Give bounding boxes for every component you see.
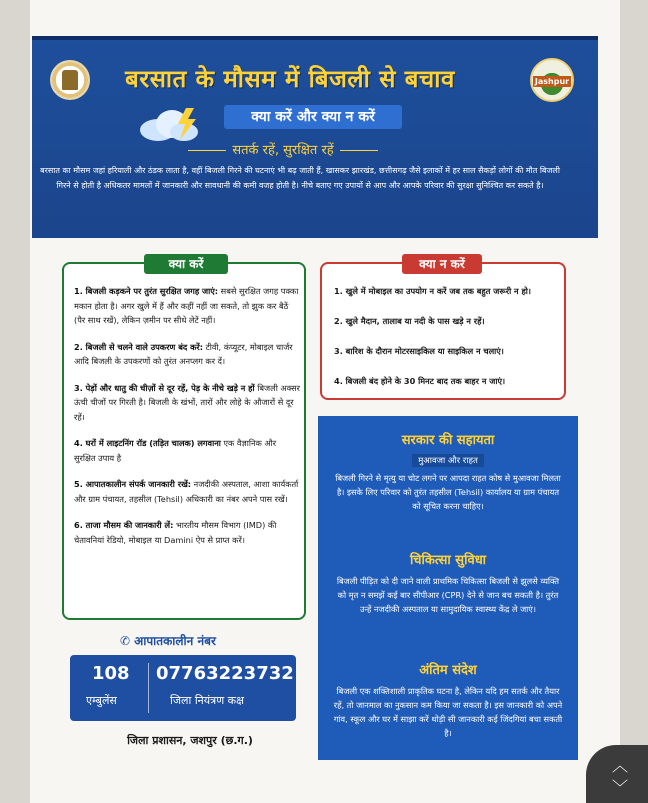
do-item-body: टीवी, कंप्यूटर, मोबाइल चार्जर आदि बिजली के उपकरणों को तुरंत अनप्लग कर दें। xyxy=(74,341,293,366)
medical-text: बिजली पीड़ित को दी जाने वाली प्राथमिक चिकित्सा बिजली से झुलसे व्यक्ति को मृत न समझें कई बार सीपीआर (CPR) देने से जान बच सकती है। तुरंत उन्हें नजदीकी अस्पताल या सामुदायिक स्वास्थ्य केंद्र ले जाएं। xyxy=(336,576,560,614)
do-list xyxy=(74,284,300,559)
chevron-down-icon[interactable]: ﹀ xyxy=(612,778,629,797)
emergency-box xyxy=(70,655,296,721)
scroll-nav-button[interactable] xyxy=(586,745,648,803)
do-item-title: 5. आपातकालीन संपर्क जानकारी रखें: xyxy=(74,479,192,489)
poster-title: बरसात के मौसम में बिजली से बचाव xyxy=(125,65,455,93)
do-item xyxy=(74,477,300,506)
do-item xyxy=(74,381,300,425)
ambulance-label: एम्बुलेंस xyxy=(86,694,117,707)
tagline xyxy=(150,140,416,158)
do-item-body: भारतीय मौसम विभाग (IMD) की चेतावनियां रेडियो, मोबाइल या Damini ऐप से प्राप्त करें। xyxy=(74,520,277,545)
final-message-section xyxy=(318,660,578,740)
storm-cloud-icon xyxy=(136,104,206,144)
dont-item: 2. खुले मैदान, तालाब या नदी के पास खड़े न रहें। xyxy=(334,316,485,326)
header-strip xyxy=(32,36,598,40)
emergency-heading-text: आपातकालीन नंबर xyxy=(134,634,216,648)
dont-list xyxy=(334,284,560,404)
do-item-body: एक वैज्ञानिक और सुरक्षित उपाय है xyxy=(74,438,277,463)
dont-item: 3. बारिश के दौरान मोटरसाइकिल या साइकिल न चलाएं। xyxy=(334,346,504,356)
do-item xyxy=(74,518,300,547)
gov-help-section xyxy=(318,430,578,513)
jashpur-logo-icon xyxy=(530,58,574,102)
do-heading: क्या करें xyxy=(144,254,228,274)
do-item xyxy=(74,436,300,465)
medical-section xyxy=(318,550,578,616)
dont-heading: क्या न करें xyxy=(402,254,482,274)
do-item xyxy=(74,284,300,328)
intro-text: बरसात का मौसम जहां हरियाली और ठंडक लाता है, वहीं बिजली गिरने की घटनाएं भी बढ़ जाती हैं, खासकर झारखंड, छत्तीसगढ़ जैसे इलाकों में हर साल सैकड़ों लोगों की मौत बिजली गिरने से होती है अधिकतर मामलों में जानकारी और सावधानी की कमी वजह होती है। नीचे बताए गए उपायों से आप और आपके परिवार की सुरक्षा सुनिश्चित कर सकते है। xyxy=(40,166,560,190)
dont-item: 4. बिजली बंद होने के 30 मिनट बाद तक बाहर न जाएं। xyxy=(334,376,506,386)
do-card xyxy=(62,257,306,620)
do-item xyxy=(74,340,300,369)
help-panel xyxy=(318,416,578,760)
control-room-number: 07763223732 xyxy=(156,663,294,684)
tagline-text: सतर्क रहें, सुरक्षित रहें xyxy=(232,143,334,158)
gov-help-text: बिजली गिरने से मृत्यु या चोट लगने पर आपदा राहत कोष से मुआवजा मिलता है। इसके लिए परिवार को तुरंत तहसील (Tehsil) कार्यालय या ग्राम पंचायत को सूचित करना चाहिए। xyxy=(335,473,561,511)
subtitle-pill: क्या करें और क्या न करें xyxy=(224,105,402,129)
dont-item: 1. खुले में मोबाइल का उपयोग न करें जब तक बहुत जरूरी न हो। xyxy=(334,286,532,296)
do-item-title: 1. बिजली कड़कने पर तुरंत सुरक्षित जगह जाएं: xyxy=(74,286,219,296)
phone-icon: ✆ xyxy=(120,634,131,648)
control-room-label: जिला नियंत्रण कक्ष xyxy=(170,694,245,707)
do-item-body: सबसे सुरक्षित जगह पक्का मकान होता है। अगर खुले में हैं और कहीं नहीं जा सकते, तो झुक कर बैठें (पैर साथ रखें), लेकिन ज़मीन पर सीधे लेटें नहीं। xyxy=(74,286,299,325)
do-item-title: 2. बिजली से चलने वाले उपकरण बंद करें: xyxy=(74,341,203,352)
chevron-up-icon[interactable]: ︿ xyxy=(612,756,629,775)
gov-help-title: सरकार की सहायता xyxy=(401,433,495,448)
final-message-text: बिजली एक शक्तिशाली प्राकृतिक घटना है, लेकिन यदि हम सतर्क और तैयार रहें, तो जानमाल का नुकसान कम किया जा सकता है। इस जानकारी को अपने गांव, स्कूल और घर में साझा करें थोड़ी सी जानकारी कई जिंदगियां बचा सकती है। xyxy=(333,686,563,738)
do-item-body: नजदीकी अस्पताल, आशा कार्यकर्ता और ग्राम पंचायत, तहसील (Tehsil) अधिकारी का नंबर अपने पास रखें। xyxy=(74,479,299,504)
do-item-title: 3. पेड़ों और धातु की चीज़ों से दूर रहें, पेड़ के नीचे खड़े न हों xyxy=(74,382,255,393)
dont-card xyxy=(320,257,566,400)
gov-help-tag: मुआवजा और राहत xyxy=(412,454,484,467)
do-item-body: बिजली अक्सर ऊंची चीजों पर गिरती है। बिजली के खंभों, तारों और लोहे के औजारों से दूर रहें। xyxy=(74,382,300,422)
district-admin-footer: जिला प्रशासन, जशपुर (छ.ग.) xyxy=(127,734,253,747)
final-message-title: अंतिम संदेश xyxy=(419,663,477,678)
ambulance-number: 108 xyxy=(92,663,130,684)
do-item-title: 6. ताजा मौसम की जानकारी लें: xyxy=(74,520,174,530)
jashpur-logo-text: Jashpur xyxy=(534,77,570,86)
do-item-title: 4. घरों में लाइटनिंग रॉड (तड़ित चालक) लगवाना xyxy=(74,438,221,448)
medical-title: चिकित्सा सुविधा xyxy=(409,553,487,568)
emergency-divider xyxy=(148,663,149,713)
emergency-heading xyxy=(120,632,260,649)
